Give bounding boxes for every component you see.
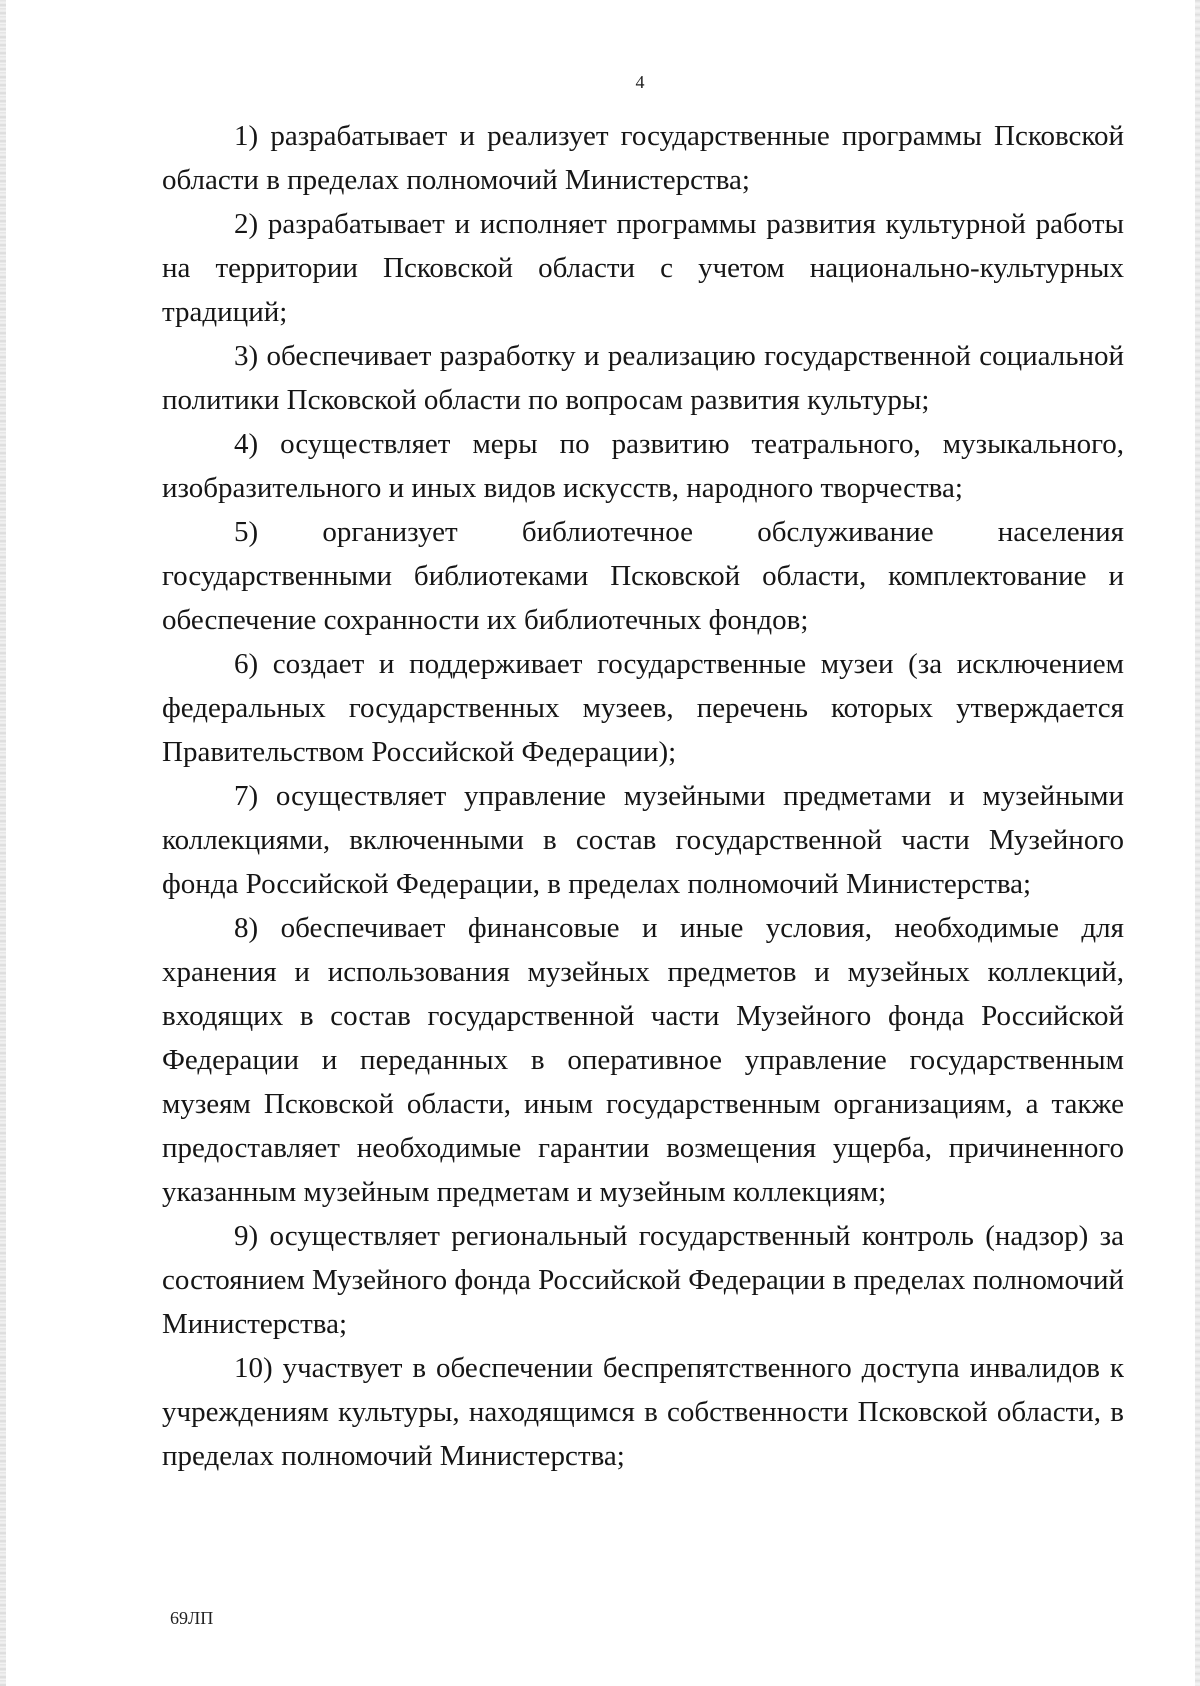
list-item-2: 2) разрабатывает и исполняет программы развития культурной работы на территории Псковской области с учетом национально-культурных традиций; (162, 208, 1124, 328)
scan-edge-left (0, 0, 6, 1686)
list-item-3: 3) обеспечивает разработку и реализацию государственной социальной политики Псковской области по вопросам развития культуры; (162, 340, 1124, 416)
list-item-4: 4) осуществляет меры по развитию театрального, музыкального, изобразительного и иных видов искусств, народного творчества; (162, 428, 1124, 504)
document-body (162, 114, 1124, 1478)
list-item-9: 9) осуществляет региональный государственный контроль (надзор) за состоянием Музейного фонда Российской Федерации в пределах полномочий Министерства; (162, 1220, 1124, 1340)
list-item-5: 5) организует библиотечное обслуживание населения государственными библиотеками Псковской области, комплектование и обеспечение сохранности их библиотечных фондов; (162, 516, 1124, 636)
scan-edge-right (1195, 0, 1200, 1686)
list-item-10: 10) участвует в обеспечении беспрепятственного доступа инвалидов к учреждениям культуры, находящимся в собственности Псковской области, в пределах полномочий Министерства; (162, 1352, 1124, 1472)
list-item-1: 1) разрабатывает и реализует государственные программы Псковской области в пределах полномочий Министерства; (162, 120, 1124, 196)
list-item-8: 8) обеспечивает финансовые и иные условия, необходимые для хранения и использования музейных предметов и музейных коллекций, входящих в состав государственной части Музейного фонда Российской Федерации и переданных в оперативное управление государственным музеям Псковской области, иным государственным организациям, а также предоставляет необходимые гарантии возмещения ущерба, причиненного указанным музейным предметам и музейным коллекциям; (162, 912, 1124, 1208)
document-code: 69ЛП (170, 1608, 214, 1628)
list-item-6: 6) создает и поддерживает государственные музеи (за исключением федеральных государственных музеев, перечень которых утверждается Правительством Российской Федерации); (162, 648, 1124, 768)
list-item-7: 7) осуществляет управление музейными предметами и музейными коллекциями, включенными в состав государственной части Музейного фонда Российской Федерации, в пределах полномочий Министерства; (162, 780, 1124, 900)
page-number: 4 (635, 72, 645, 92)
